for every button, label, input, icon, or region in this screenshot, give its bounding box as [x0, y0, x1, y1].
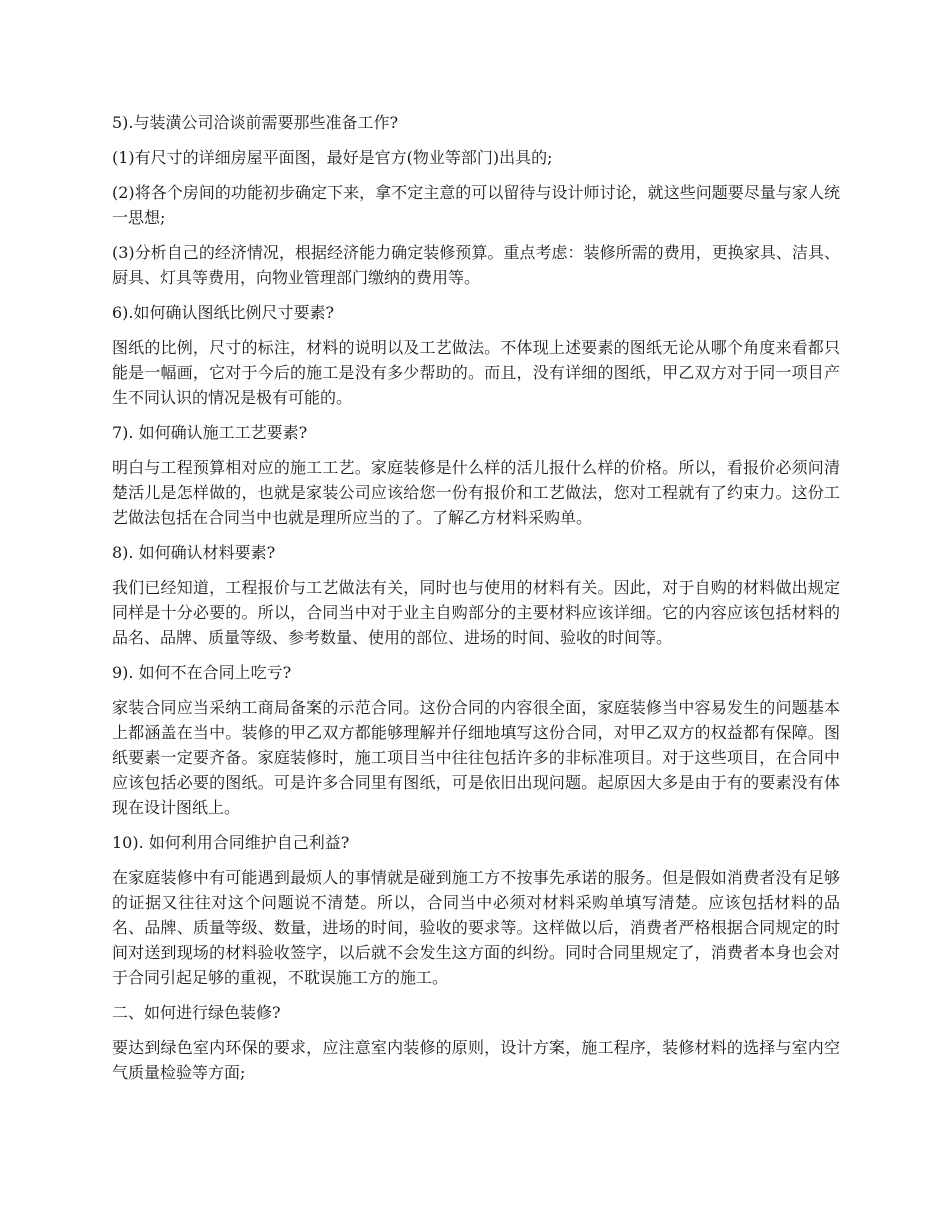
section-heading-10: 10). 如何利用合同维护自己利益? [112, 833, 350, 852]
paragraph-6: 图纸的比例，尺寸的标注，材料的说明以及工艺做法。不体现上述要素的图纸无论从哪个角度来看都只能是一幅画，它对于今后的施工是没有多少帮助的。而且，没有详细的图纸，甲乙双方对于同一项目产生不同认识的情况是极有可能的。 [112, 338, 840, 407]
paragraph-5-2: (2)将各个房间的功能初步确定下来，拿不定主意的可以留待与设计师讨论，就这些问题要尽量与家人统一思想; [112, 183, 840, 227]
paragraph-10: 在家庭装修中有可能遇到最烦人的事情就是碰到施工方不按事先承诺的服务。但是假如消费者没有足够的证据又往往对这个问题说不清楚。所以，合同当中必须对材料采购单填写清楚。应该包括材料的品名、品牌、质量等级、数量，进场的时间，验收的要求等。这样做以后，消费者严格根据合同规定的时间对送到现场的材料验收签字，以后就不会发生这方面的纠纷。同时合同里规定了，消费者本身也会对于合同引起足够的重视，不耽误施工方的施工。 [112, 868, 840, 987]
section-heading-5: 5).与装潢公司洽谈前需要那些准备工作? [112, 113, 399, 132]
section-heading-green-decoration: 二、如何进行绿色装修? [112, 1003, 281, 1022]
section-heading-9: 9). 如何不在合同上吃亏? [112, 663, 292, 682]
paragraph-green-decoration: 要达到绿色室内环保的要求，应注意室内装修的原则，设计方案，施工程序，装修材料的选择与室内空气质量检验等方面; [112, 1038, 840, 1082]
section-heading-6: 6).如何确认图纸比例尺寸要素? [112, 303, 335, 322]
paragraph-5-3: (3)分析自己的经济情况，根据经济能力确定装修预算。重点考虑：装修所需的费用，更换家具、洁具、厨具、灯具等费用，向物业管理部门缴纳的费用等。 [112, 243, 840, 287]
section-heading-8: 8). 如何确认材料要素? [112, 543, 276, 562]
paragraph-9: 家装合同应当采纳工商局备案的示范合同。这份合同的内容很全面，家庭装修当中容易发生的问题基本上都涵盖在当中。装修的甲乙双方都能够理解并仔细地填写这份合同，对甲乙双方的权益都有保障。图纸要素一定要齐备。家庭装修时，施工项目当中往往包括许多的非标准项目。对于这些项目，在合同中应该包括必要的图纸。可是许多合同里有图纸，可是依旧出现问题。起原因大多是由于有的要素没有体现在设计图纸上。 [112, 698, 840, 817]
paragraph-7: 明白与工程预算相对应的施工工艺。家庭装修是什么样的活儿报什么样的价格。所以，看报价必须问清楚活儿是怎样做的，也就是家装公司应该给您一份有报价和工艺做法，您对工程就有了约束力。这份工艺做法包括在合同当中也就是理所应当的了。了解乙方材料采购单。 [112, 458, 840, 527]
paragraph-8: 我们已经知道，工程报价与工艺做法有关，同时也与使用的材料有关。因此，对于自购的材料做出规定同样是十分必要的。所以，合同当中对于业主自购部分的主要材料应该详细。它的内容应该包括材料的品名、品牌、质量等级、参考数量、使用的部位、进场的时间、验收的时间等。 [112, 578, 840, 647]
section-heading-7: 7). 如何确认施工工艺要素? [112, 423, 308, 442]
paragraph-5-1: (1)有尺寸的详细房屋平面图，最好是官方(物业等部门)出具的; [112, 148, 553, 167]
document-body [112, 110, 840, 1095]
